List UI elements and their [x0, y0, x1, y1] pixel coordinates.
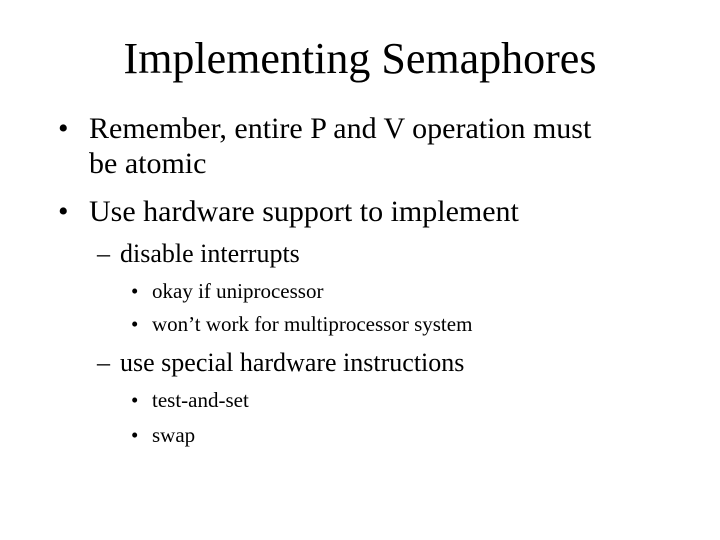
sub-bullet-text: use special hardware instructions: [120, 348, 465, 377]
sub-bullet-marker: –: [97, 239, 110, 268]
bullet-marker: •: [58, 195, 69, 228]
sub-sub-bullet-text: won’t work for multiprocessor system: [152, 312, 473, 336]
sub-sub-bullet-marker: •: [131, 388, 139, 412]
sub-sub-bullet-text: test-and-set: [152, 388, 249, 412]
sub-sub-bullet-text: swap: [152, 423, 196, 447]
sub-sub-bullet-marker: •: [131, 279, 139, 303]
sub-bullet-marker: –: [97, 348, 110, 377]
sub-bullet-text: disable interrupts: [120, 239, 300, 268]
bullet-text-line: be atomic: [89, 147, 207, 180]
bullet-text: Use hardware support to implement: [89, 195, 519, 228]
bullet-text-line: Remember, entire P and V operation must: [89, 112, 592, 145]
bullet-marker: •: [58, 112, 69, 145]
sub-sub-bullet-text: okay if uniprocessor: [152, 279, 324, 303]
sub-sub-bullet-marker: •: [131, 312, 139, 336]
sub-sub-bullet-marker: •: [131, 423, 139, 447]
slide-title: Implementing Semaphores: [123, 34, 597, 83]
